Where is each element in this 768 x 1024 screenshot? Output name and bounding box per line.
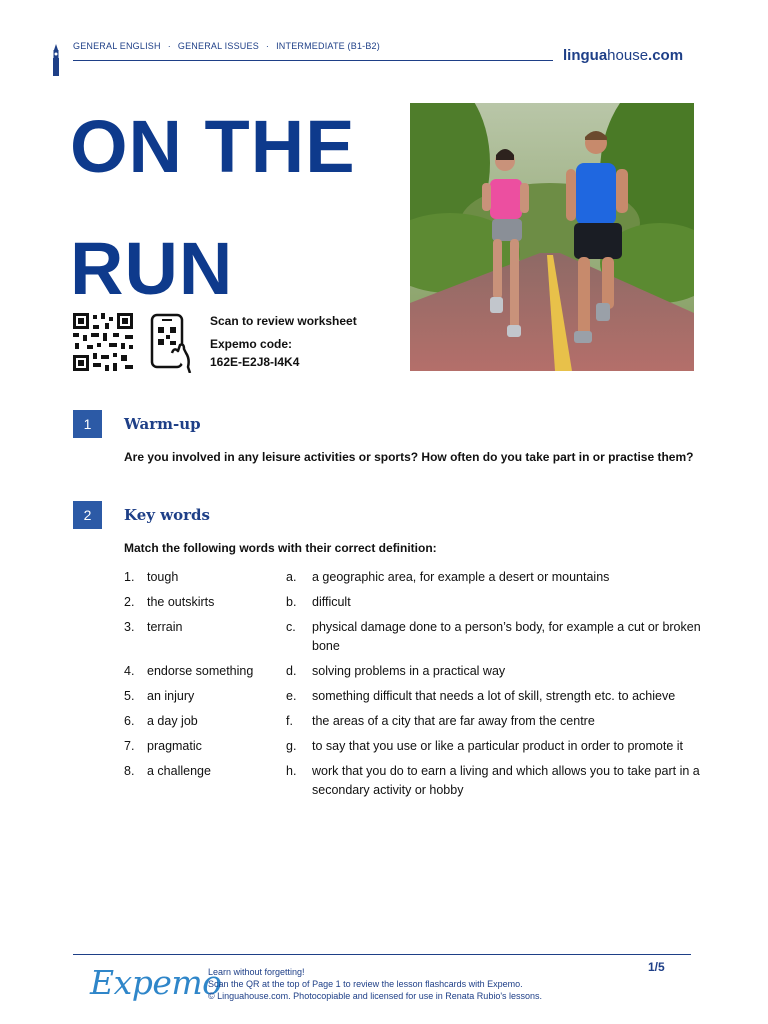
definition-letter: a. [286, 570, 297, 584]
key-word: endorse something [147, 664, 254, 678]
section-number-badge: 1 [73, 410, 102, 438]
qr-code-icon[interactable] [73, 313, 133, 371]
definition-letter: e. [286, 689, 297, 703]
phone-scan-icon [150, 313, 192, 373]
matching-exercise [124, 568, 704, 806]
definition: difficult [312, 595, 351, 609]
key-word: a day job [147, 714, 198, 728]
scan-label: Scan to review worksheet [210, 314, 357, 328]
definition: work that you do to earn a living and which allows you to take part in a secondary activity or hobby [312, 764, 700, 797]
definition: to say that you use or like a particular product in order to promote it [312, 739, 684, 753]
list-item [124, 568, 704, 587]
title-line-2: RUN [70, 227, 234, 310]
crumb-level[interactable]: INTERMEDIATE (B1-B2) [276, 41, 380, 51]
definition: physical damage done to a person’s body, for example a cut or broken bone [312, 620, 701, 653]
definition-letter: h. [286, 764, 297, 778]
definition-letter: d. [286, 664, 297, 678]
definition-letter: f. [286, 714, 293, 728]
runners-photo [410, 103, 694, 371]
footer-tagline: Learn without forgetting! [208, 967, 305, 977]
definition-letter: g. [286, 739, 297, 753]
footer-note [208, 966, 542, 1002]
key-word: an injury [147, 689, 195, 703]
definition: the areas of a city that are far away from the centre [312, 714, 595, 728]
header-divider [73, 60, 553, 61]
section-number-badge: 2 [73, 501, 102, 529]
page-title [70, 86, 356, 330]
key-word: a challenge [147, 764, 211, 778]
brand-tld: .com [648, 47, 684, 64]
warm-up-question: Are you involved in any leisure activities or sports? How often do you take part in or practise them? [124, 450, 694, 464]
list-item [124, 618, 704, 656]
section-title-warm-up: Warm-up [124, 415, 201, 433]
page-number: 1/5 [648, 960, 665, 974]
definition-letter: c. [286, 620, 296, 634]
footer-divider [73, 954, 691, 955]
key-words-instruction: Match the following words with their correct definition: [124, 541, 437, 555]
list-item [124, 687, 704, 706]
crumb-topic[interactable]: GENERAL ISSUES [177, 41, 259, 51]
item-number: 5. [124, 689, 135, 703]
crumb-separator: · [265, 41, 270, 51]
big-ben-icon [51, 44, 61, 76]
list-item [124, 762, 704, 800]
crumb-course[interactable]: GENERAL ENGLISH [73, 41, 161, 51]
list-item [124, 662, 704, 681]
title-line-1: ON THE [70, 105, 356, 188]
list-item [124, 737, 704, 756]
section-title-key-words: Key words [124, 506, 210, 524]
definition: solving problems in a practical way [312, 664, 506, 678]
expemo-code-label: Expemo code: [210, 337, 293, 351]
key-word: pragmatic [147, 739, 202, 753]
footer-copyright: © Linguahouse.com. Photocopiable and licensed for use in Renata Rubio's lessons. [208, 991, 543, 1001]
expemo-logo[interactable]: Expemo [90, 963, 222, 1002]
key-word: tough [147, 570, 179, 584]
item-number: 3. [124, 620, 135, 634]
breadcrumb [73, 41, 380, 51]
expemo-code: 162E-E2J8-I4K4 [210, 355, 300, 369]
item-number: 1. [124, 570, 135, 584]
key-word: the outskirts [147, 595, 215, 609]
item-number: 4. [124, 664, 135, 678]
item-number: 2. [124, 595, 135, 609]
key-word: terrain [147, 620, 183, 634]
definition-letter: b. [286, 595, 297, 609]
item-number: 7. [124, 739, 135, 753]
scan-info [210, 313, 357, 377]
crumb-separator: · [167, 41, 171, 51]
definition: a geographic area, for example a desert or mountains [312, 570, 610, 584]
brand-logo[interactable] [563, 47, 683, 64]
footer-instruction: Scan the QR at the top of Page 1 to review the lesson flashcards with Expemo. [208, 979, 523, 989]
item-number: 8. [124, 764, 135, 778]
list-item [124, 593, 704, 612]
brand-name-light: house [607, 47, 649, 64]
brand-name: lingua [563, 47, 608, 64]
list-item [124, 712, 704, 731]
item-number: 6. [124, 714, 135, 728]
definition: something difficult that needs a lot of skill, strength etc. to achieve [312, 689, 676, 703]
